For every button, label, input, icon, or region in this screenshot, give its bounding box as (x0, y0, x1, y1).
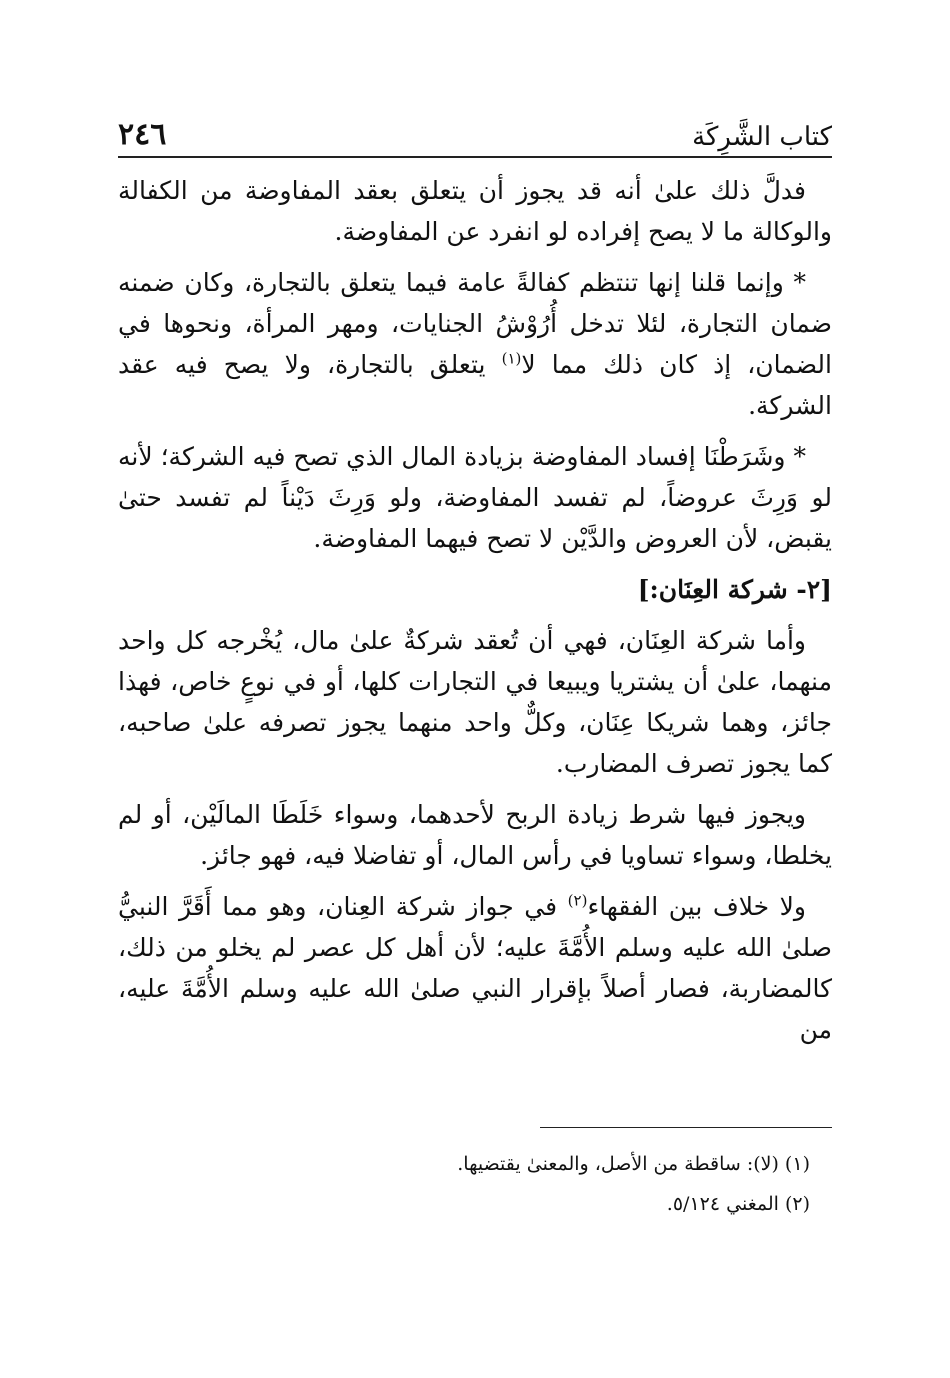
page-header (118, 96, 832, 158)
section-heading: [٢- شركة العِنَان:] (637, 575, 832, 604)
paragraph (118, 886, 832, 1050)
paragraph-text: يتعلق بالتجارة، ولا يصح فيه عقد الشركة. (118, 350, 832, 420)
page-number: ٢٤٦ (118, 117, 167, 152)
paragraph (118, 262, 832, 426)
paragraph: وأما شركة العِنَان، فهي أن تُعقد شركةٌ علىٰ مال، يُخْرجه كل واحد منهما، علىٰ أن يشتريا ويبيعا في التجارات كلها، أو في نوعٍ خاص، فهذا جائز، وهما شريكا عِنَان، وكلٌّ واحد منهما يجوز تصرفه علىٰ صاحبه، كما يجوز تصرف المضارب. (118, 626, 832, 778)
footnote: (٢) المغني ٥/١٢٤. (666, 1193, 810, 1215)
running-title: كتاب الشَّرِكَة (692, 122, 832, 152)
footnotes (118, 1144, 810, 1224)
paragraph-text: * وإنما قلنا إنها تنتظم كفالةً عامة فيما يتعلق بالتجارة، وكان ضمنه ضمان التجارة، لئلا تدخل أُرُوْشُ الجنايات، ومهر المرأة، ونحوها في الضمان، إذ كان ذلك مما لا (118, 268, 832, 379)
footnote-divider (540, 1127, 832, 1128)
paragraph-text: ولا خلاف بين الفقهاء (587, 892, 806, 921)
footnote-reference: (٢) (567, 891, 588, 910)
paragraph: فدلَّ ذلك علىٰ أنه قد يجوز أن يتعلق بعقد المفاوضة من الكفالة والوكالة ما لا يصح إفراده لو انفرد عن المفاوضة. (118, 176, 832, 246)
footnote-reference: (١) (501, 349, 522, 368)
footnote: (١) (لا): ساقطة من الأصل، والمعنىٰ يقتضيها. (457, 1153, 810, 1175)
paragraph: ويجوز فيها شرط زيادة الربح لأحدهما، وسواء خَلَطَا المالَيْن، أو لم يخلطا، وسواء تساويا في رأس المال، أو تفاضلا فيه، فهو جائز. (118, 800, 832, 870)
paragraph-text: في جواز شركة العِنان، وهو مما أَقَرَّ النبيُّ صلىٰ الله عليه وسلم الأُمَّةَ عليه؛ لأن أهل كل عصر لم يخلو من ذلك، كالمضاربة، فصار أصلاً بإقرار النبي صلىٰ الله عليه وسلم الأُمَّةَ عليه، من (118, 892, 832, 1044)
main-text (118, 170, 832, 1060)
paragraph: * وشَرَطْنَا إفساد المفاوضة بزيادة المال الذي تصح فيه الشركة؛ لأنه لو وَرِثَ عروضاً، لم تفسد المفاوضة، ولو وَرِثَ دَيْناً لم تفسد حتىٰ يقبض، لأن العروض والدَّيْن لا تصح فيهما المفاوضة. (118, 442, 832, 553)
